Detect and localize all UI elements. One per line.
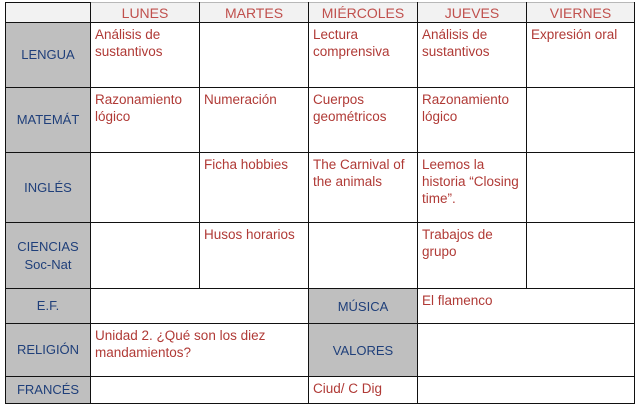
cell-ciencias-lunes bbox=[91, 223, 200, 289]
row-religion-valores bbox=[6, 324, 635, 377]
row-ciencias bbox=[6, 223, 635, 289]
cell-lengua-martes bbox=[200, 23, 309, 88]
subject-matematicas: MATEMÁT bbox=[6, 88, 91, 153]
cell-musica-content: El flamenco bbox=[418, 289, 635, 324]
subject-valores: VALORES bbox=[309, 324, 418, 377]
cell-ciencias-martes: Husos horarios bbox=[200, 223, 309, 289]
cell-ciencias-jueves: Trabajos de grupo bbox=[418, 223, 527, 289]
subject-musica: MÚSICA bbox=[309, 289, 418, 324]
day-header-miercoles: MIÉRCOLES bbox=[309, 3, 418, 23]
cell-mat-miercoles: Cuerpos geométricos bbox=[309, 88, 418, 153]
header-row bbox=[6, 3, 635, 23]
subject-ciencias-line2: Soc-Nat bbox=[24, 256, 72, 272]
cell-frances-empty bbox=[91, 377, 309, 404]
cell-ingles-miercoles: The Carnival of the animals bbox=[309, 153, 418, 223]
row-ingles bbox=[6, 153, 635, 223]
cell-mat-lunes: Razonamiento lógico bbox=[91, 88, 200, 153]
cell-frances-rest bbox=[418, 377, 635, 404]
cell-lengua-miercoles: Lectura comprensiva bbox=[309, 23, 418, 88]
cell-frances-content: Ciud/ C Dig bbox=[309, 377, 418, 404]
row-lengua bbox=[6, 23, 635, 88]
row-matematicas bbox=[6, 88, 635, 153]
day-header-lunes: LUNES bbox=[91, 3, 200, 23]
row-frances bbox=[6, 377, 635, 404]
cell-ingles-lunes bbox=[91, 153, 200, 223]
day-header-viernes: VIERNES bbox=[527, 3, 635, 23]
subject-ciencias-line1: CIENCIAS bbox=[17, 238, 79, 254]
day-header-martes: MARTES bbox=[200, 3, 309, 23]
cell-ciencias-viernes bbox=[527, 223, 635, 289]
cell-lengua-jueves: Análisis de sustantivos bbox=[418, 23, 527, 88]
cell-mat-martes: Numeración bbox=[200, 88, 309, 153]
cell-lengua-lunes: Análisis de sustantivos bbox=[91, 23, 200, 88]
cell-religion-content: Unidad 2. ¿Qué son los diez mandamientos? bbox=[91, 324, 309, 377]
cell-mat-jueves: Razonamiento lógico bbox=[418, 88, 527, 153]
cell-valores-content bbox=[418, 324, 635, 377]
cell-ef-content bbox=[91, 289, 309, 324]
subject-religion: RELIGIÓN bbox=[6, 324, 91, 377]
weekly-timetable bbox=[5, 2, 635, 404]
cell-ingles-jueves: Leemos la historia “Closing time”. bbox=[418, 153, 527, 223]
subject-ingles: INGLÉS bbox=[6, 153, 91, 223]
row-ef-musica bbox=[6, 289, 635, 324]
corner-cell bbox=[6, 3, 91, 23]
cell-ciencias-miercoles bbox=[309, 223, 418, 289]
subject-frances: FRANCÉS bbox=[6, 377, 91, 404]
cell-lengua-viernes: Expresión oral bbox=[527, 23, 635, 88]
cell-ingles-viernes bbox=[527, 153, 635, 223]
subject-ef: E.F. bbox=[6, 289, 91, 324]
cell-ingles-martes: Ficha hobbies bbox=[200, 153, 309, 223]
day-header-jueves: JUEVES bbox=[418, 3, 527, 23]
subject-lengua: LENGUA bbox=[6, 23, 91, 88]
cell-mat-viernes bbox=[527, 88, 635, 153]
subject-ciencias bbox=[6, 223, 91, 289]
